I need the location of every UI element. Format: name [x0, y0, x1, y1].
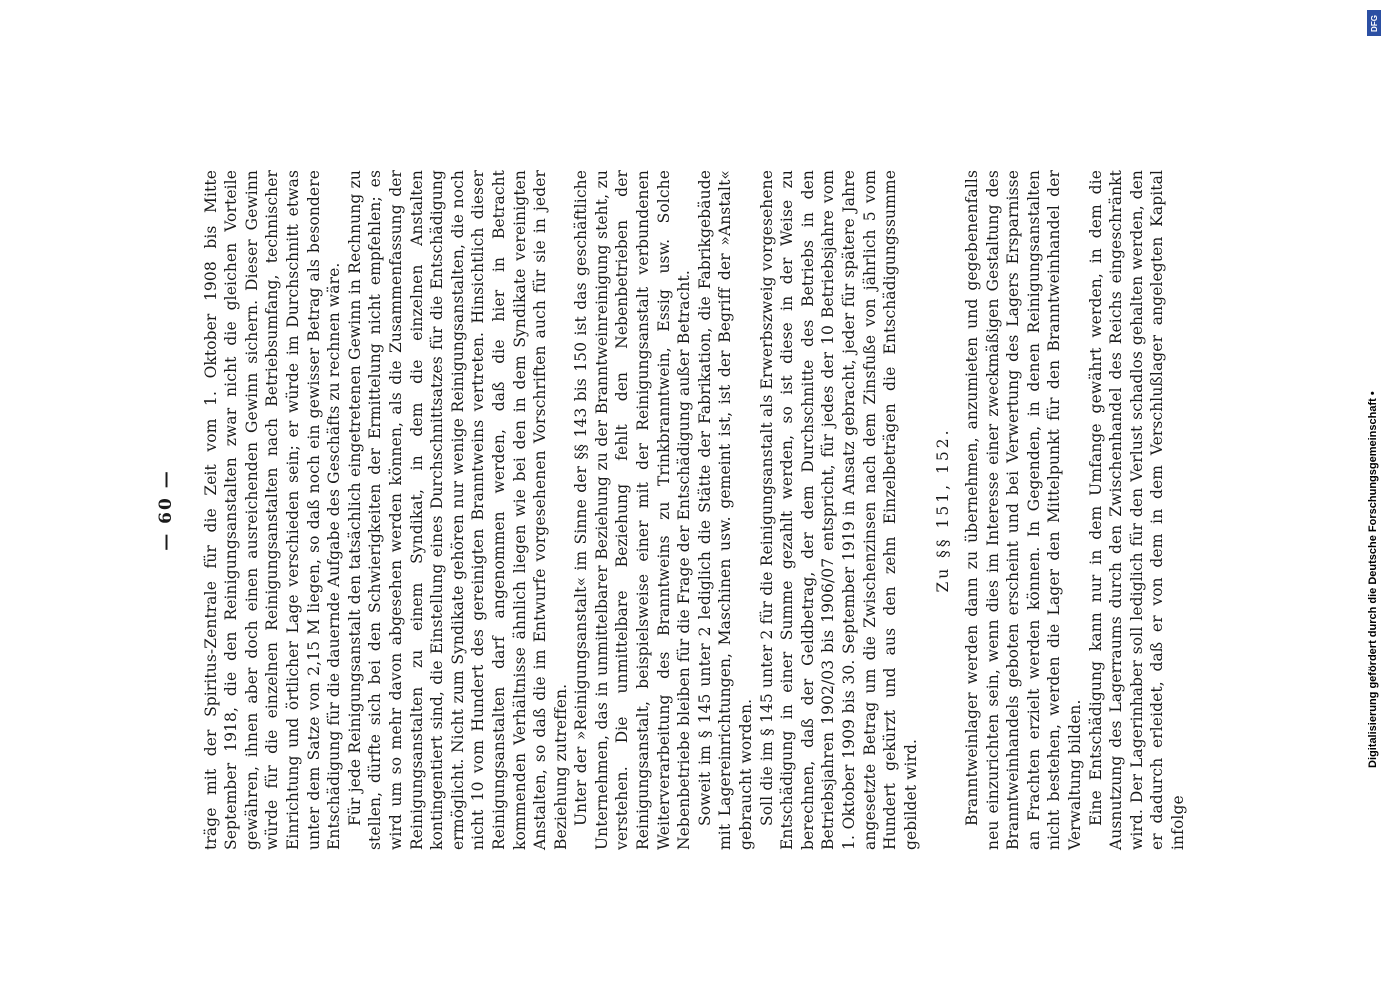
dfg-logo: DFG	[1367, 10, 1381, 36]
paragraph: Eine Entschädigung kann nur in dem Umfange gewährt werden, in dem die Ausnutzung des Lagerraums durch den Zwischenhandel des Reichs eingeschränkt wird. Der Lagerinhaber soll lediglich für den Verlust schadlos gehalten werden, den er dadurch erleidet, daß er von dem in dem Verschlußlager angelegten Kapital infolge	[1086, 170, 1187, 850]
paragraph: Soweit im § 145 unter 2 lediglich die Stätte der Fabrikation, die Fabrikgebäude mit Lagereinrichtungen, Maschinen usw. gemeint ist, ist der Begriff der »Anstalt« gebraucht worden.	[695, 170, 756, 850]
paragraph: Soll die im § 145 unter 2 für die Reinigungsanstalt als Erwerbszweig vorgesehene Entschädigung in einer Summe gezahlt werden, so ist diese in der Weise zu berechnen, daß der Geldbetrag, der dem Durchschnitte des Betriebs in den Betriebsjahren 1902/03 bis 1906/07 entspricht, für jedes der 10 Betriebsjahre vom 1. Oktober 1909 bis 30. September 1919 in Ansatz gebracht, jeder für spätere Jahre angesetzte Betrag um die Zwischenzinsen nach dem Zinsfuße von jährlich 5 vom Hundert gekürzt und aus den zehn Einzelbeträgen die Entschädigungssumme gebildet wird.	[757, 170, 920, 850]
side-note	[1366, 8, 1380, 768]
paragraph: träge mit der Spiritus-Zentrale für die Zeit vom 1. Oktober 1908 bis Mitte September 1918, die den Reinigungsanstalten zwar nicht die gleichen Vorteile gewähren, ihnen aber doch einen ausreichenden Gewinn sichern. Dieser Gewinn würde für die einzelnen Reinigungsanstalten nach Betriebsumfang, technischer Einrichtung und örtlicher Lage verschieden sein; er würde im Durchschnitt etwas unter dem Satze von 2,15 M liegen, so daß noch ein gewisser Betrag als besondere Entschädigung für die dauernde Aufgabe des Geschäfts zu rechnen wäre.	[201, 170, 344, 850]
digitization-credit: Digitalisierung gefördert durch die Deutsche Forschungsgemeinschaft •	[1367, 391, 1379, 768]
rotated-text-block	[156, 170, 1226, 850]
paragraph: Branntweinlager werden dann zu übernehmen, anzumieten und gegebenenfalls neu einzurichten sein, wenn dies im Interesse einer zweckmäßigen Gestaltung des Branntweinhandels geboten erscheint und bei Verwertung des Lagers Ersparnisse an Frachten erzielt werden können. In Gegenden, in denen Reinigungsanstalten nicht bestehen, werden die Lager den Mittelpunkt für den Branntweinhandel der Verwaltung bilden.	[962, 170, 1084, 850]
section-heading: Zu §§ 151, 152.	[934, 427, 953, 593]
paragraph: Für jede Reinigungsanstalt den tatsächlich eingetretenen Gewinn in Rechnung zu stellen, dürfte sich bei den Schwierigkeiten der Ermittelung nicht empfehlen; es wird um so mehr davon abgesehen werden können, als die Zusammenfassung der Reinigungsanstalten zu einem Syndikat, in dem die einzelnen Anstalten kontingentiert sind, die Einstellung eines Durchschnittsatzes für die Entschädigung ermöglicht. Nicht zum Syndikate gehören nur wenige Reinigungsanstalten, die noch nicht 10 vom Hundert des gereinigten Branntweins vertreten. Hinsichtlich dieser Reinigungsanstalten darf angenommen werden, daß die hier in Betracht kommenden Verhältnisse ähnlich liegen wie bei den in dem Syndikate vereinigten Anstalten, so daß die im Entwurfe vorgesehenen Vorschriften auch für sie in jeder Beziehung zutreffen.	[345, 170, 570, 850]
page-number: — 60 —	[156, 469, 176, 551]
page-body	[156, 170, 1226, 850]
paragraph: Unter der »Reinigungsanstalt« im Sinne der §§ 143 bis 150 ist das geschäftliche Unternehmen, das in unmittelbarer Beziehung zu der Branntweinreinigung steht, zu verstehen. Die unmittelbare Beziehung fehlt den Nebenbetrieben der Reinigungsanstalt, beispielsweise einer mit der Reinigungsanstalt verbundenen Weiterverarbeitung des Branntweins zu Trinkbranntwein, Essig usw. Solche Nebenbetriebe bleiben für die Frage der Entschädigung außer Betracht.	[572, 170, 694, 850]
